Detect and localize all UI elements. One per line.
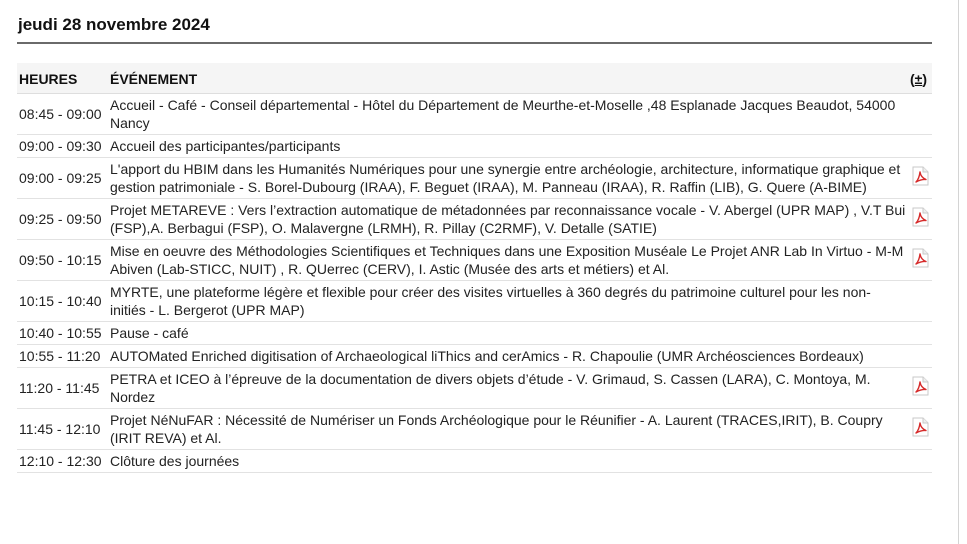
- page-right-border: [958, 0, 959, 544]
- row-pdf-cell: [908, 367, 932, 408]
- row-time: 09:00 - 09:30: [17, 134, 108, 157]
- row-event: PETRA et ICEO à l’épreuve de la documentation de divers objets d’étude - V. Grimaud, S. Cassen (LARA), C. Montoya, M. Nordez: [108, 367, 908, 408]
- row-time: 11:45 - 12:10: [17, 408, 108, 449]
- agenda-row: [17, 367, 932, 408]
- row-pdf-cell: [908, 134, 932, 157]
- agenda-row: [17, 344, 932, 367]
- row-pdf-cell: [908, 449, 932, 472]
- agenda-row: [17, 134, 932, 157]
- row-time: 09:00 - 09:25: [17, 157, 108, 198]
- row-event: Pause - café: [108, 321, 908, 344]
- agenda-row: [17, 280, 932, 321]
- row-time: 10:15 - 10:40: [17, 280, 108, 321]
- agenda-table: [17, 63, 932, 473]
- pdf-download-icon[interactable]: [911, 417, 929, 437]
- row-pdf-cell: [908, 198, 932, 239]
- agenda-row: [17, 239, 932, 280]
- heading-divider: [17, 42, 932, 44]
- header-event: ÉVÉNEMENT: [108, 63, 908, 93]
- pdf-download-icon[interactable]: [911, 166, 929, 186]
- pdf-download-icon[interactable]: [911, 248, 929, 268]
- agenda-header-row: [17, 63, 932, 93]
- agenda-row: [17, 157, 932, 198]
- row-pdf-cell: [908, 321, 932, 344]
- row-time: 11:20 - 11:45: [17, 367, 108, 408]
- row-pdf-cell: [908, 239, 932, 280]
- agenda-row: [17, 198, 932, 239]
- row-event: Accueil des participantes/participants: [108, 134, 908, 157]
- expand-toggle[interactable]: [908, 63, 932, 93]
- row-event: Projet NéNuFAR : Nécessité de Numériser un Fonds Archéologique pour le Réunifier - A. Laurent (TRACES,IRIT), B. Coupry (IRIT REVA) et Al.: [108, 408, 908, 449]
- date-heading: jeudi 28 novembre 2024: [18, 15, 210, 34]
- agenda-body: [17, 93, 932, 472]
- row-time: 08:45 - 09:00: [17, 93, 108, 134]
- row-time: 10:40 - 10:55: [17, 321, 108, 344]
- row-event: Mise en oeuvre des Méthodologies Scientifiques et Techniques dans une Exposition Muséale Le Projet ANR Lab In Virtuo - M-M Abiven (Lab-STICC, NUIT) , R. QUerrec (CERV), I. Astic (Musée des arts et métiers) et Al.: [108, 239, 908, 280]
- row-event: Projet METAREVE : Vers l’extraction automatique de métadonnées par reconnaissance vocale - V. Abergel (UPR MAP) , V.T Bui (FSP),A. Berbagui (FSP), O. Malavergne (LRMH), R. Pillay (C2RMF), V. Detalle (SATIE): [108, 198, 908, 239]
- row-event: Accueil - Café - Conseil départemental - Hôtel du Département de Meurthe-et-Moselle ,48 Esplanade Jacques Beaudot, 54000 Nancy: [108, 93, 908, 134]
- pdf-download-icon[interactable]: [911, 376, 929, 396]
- row-event: L'apport du HBIM dans les Humanités Numériques pour une synergie entre archéologie, architecture, informatique graphique et gestion patrimoniale - S. Borel-Dubourg (IRAA), F. Beguet (IRAA), M. Panneau (IRAA), R. Raffin (LIB), G. Quere (A-BIME): [108, 157, 908, 198]
- agenda-row: [17, 93, 932, 134]
- row-pdf-cell: [908, 93, 932, 134]
- row-event: Clôture des journées: [108, 449, 908, 472]
- row-pdf-cell: [908, 344, 932, 367]
- agenda-row: [17, 449, 932, 472]
- row-pdf-cell: [908, 280, 932, 321]
- agenda-row: [17, 408, 932, 449]
- row-event: MYRTE, une plateforme légère et flexible pour créer des visites virtuelles à 360 degrés du patrimoine culturel pour les non-initiés - L. Bergerot (UPR MAP): [108, 280, 908, 321]
- plus-minus-icon: (±): [910, 70, 928, 87]
- row-time: 10:55 - 11:20: [17, 344, 108, 367]
- agenda-row: [17, 321, 932, 344]
- row-time: 09:50 - 10:15: [17, 239, 108, 280]
- row-time: 09:25 - 09:50: [17, 198, 108, 239]
- header-hours: HEURES: [17, 63, 108, 93]
- row-pdf-cell: [908, 157, 932, 198]
- pdf-download-icon[interactable]: [911, 207, 929, 227]
- row-pdf-cell: [908, 408, 932, 449]
- row-event: AUTOMated Enriched digitisation of Archaeological liThics and cerAmics - R. Chapoulie (UMR Archéosciences Bordeaux): [108, 344, 908, 367]
- row-time: 12:10 - 12:30: [17, 449, 108, 472]
